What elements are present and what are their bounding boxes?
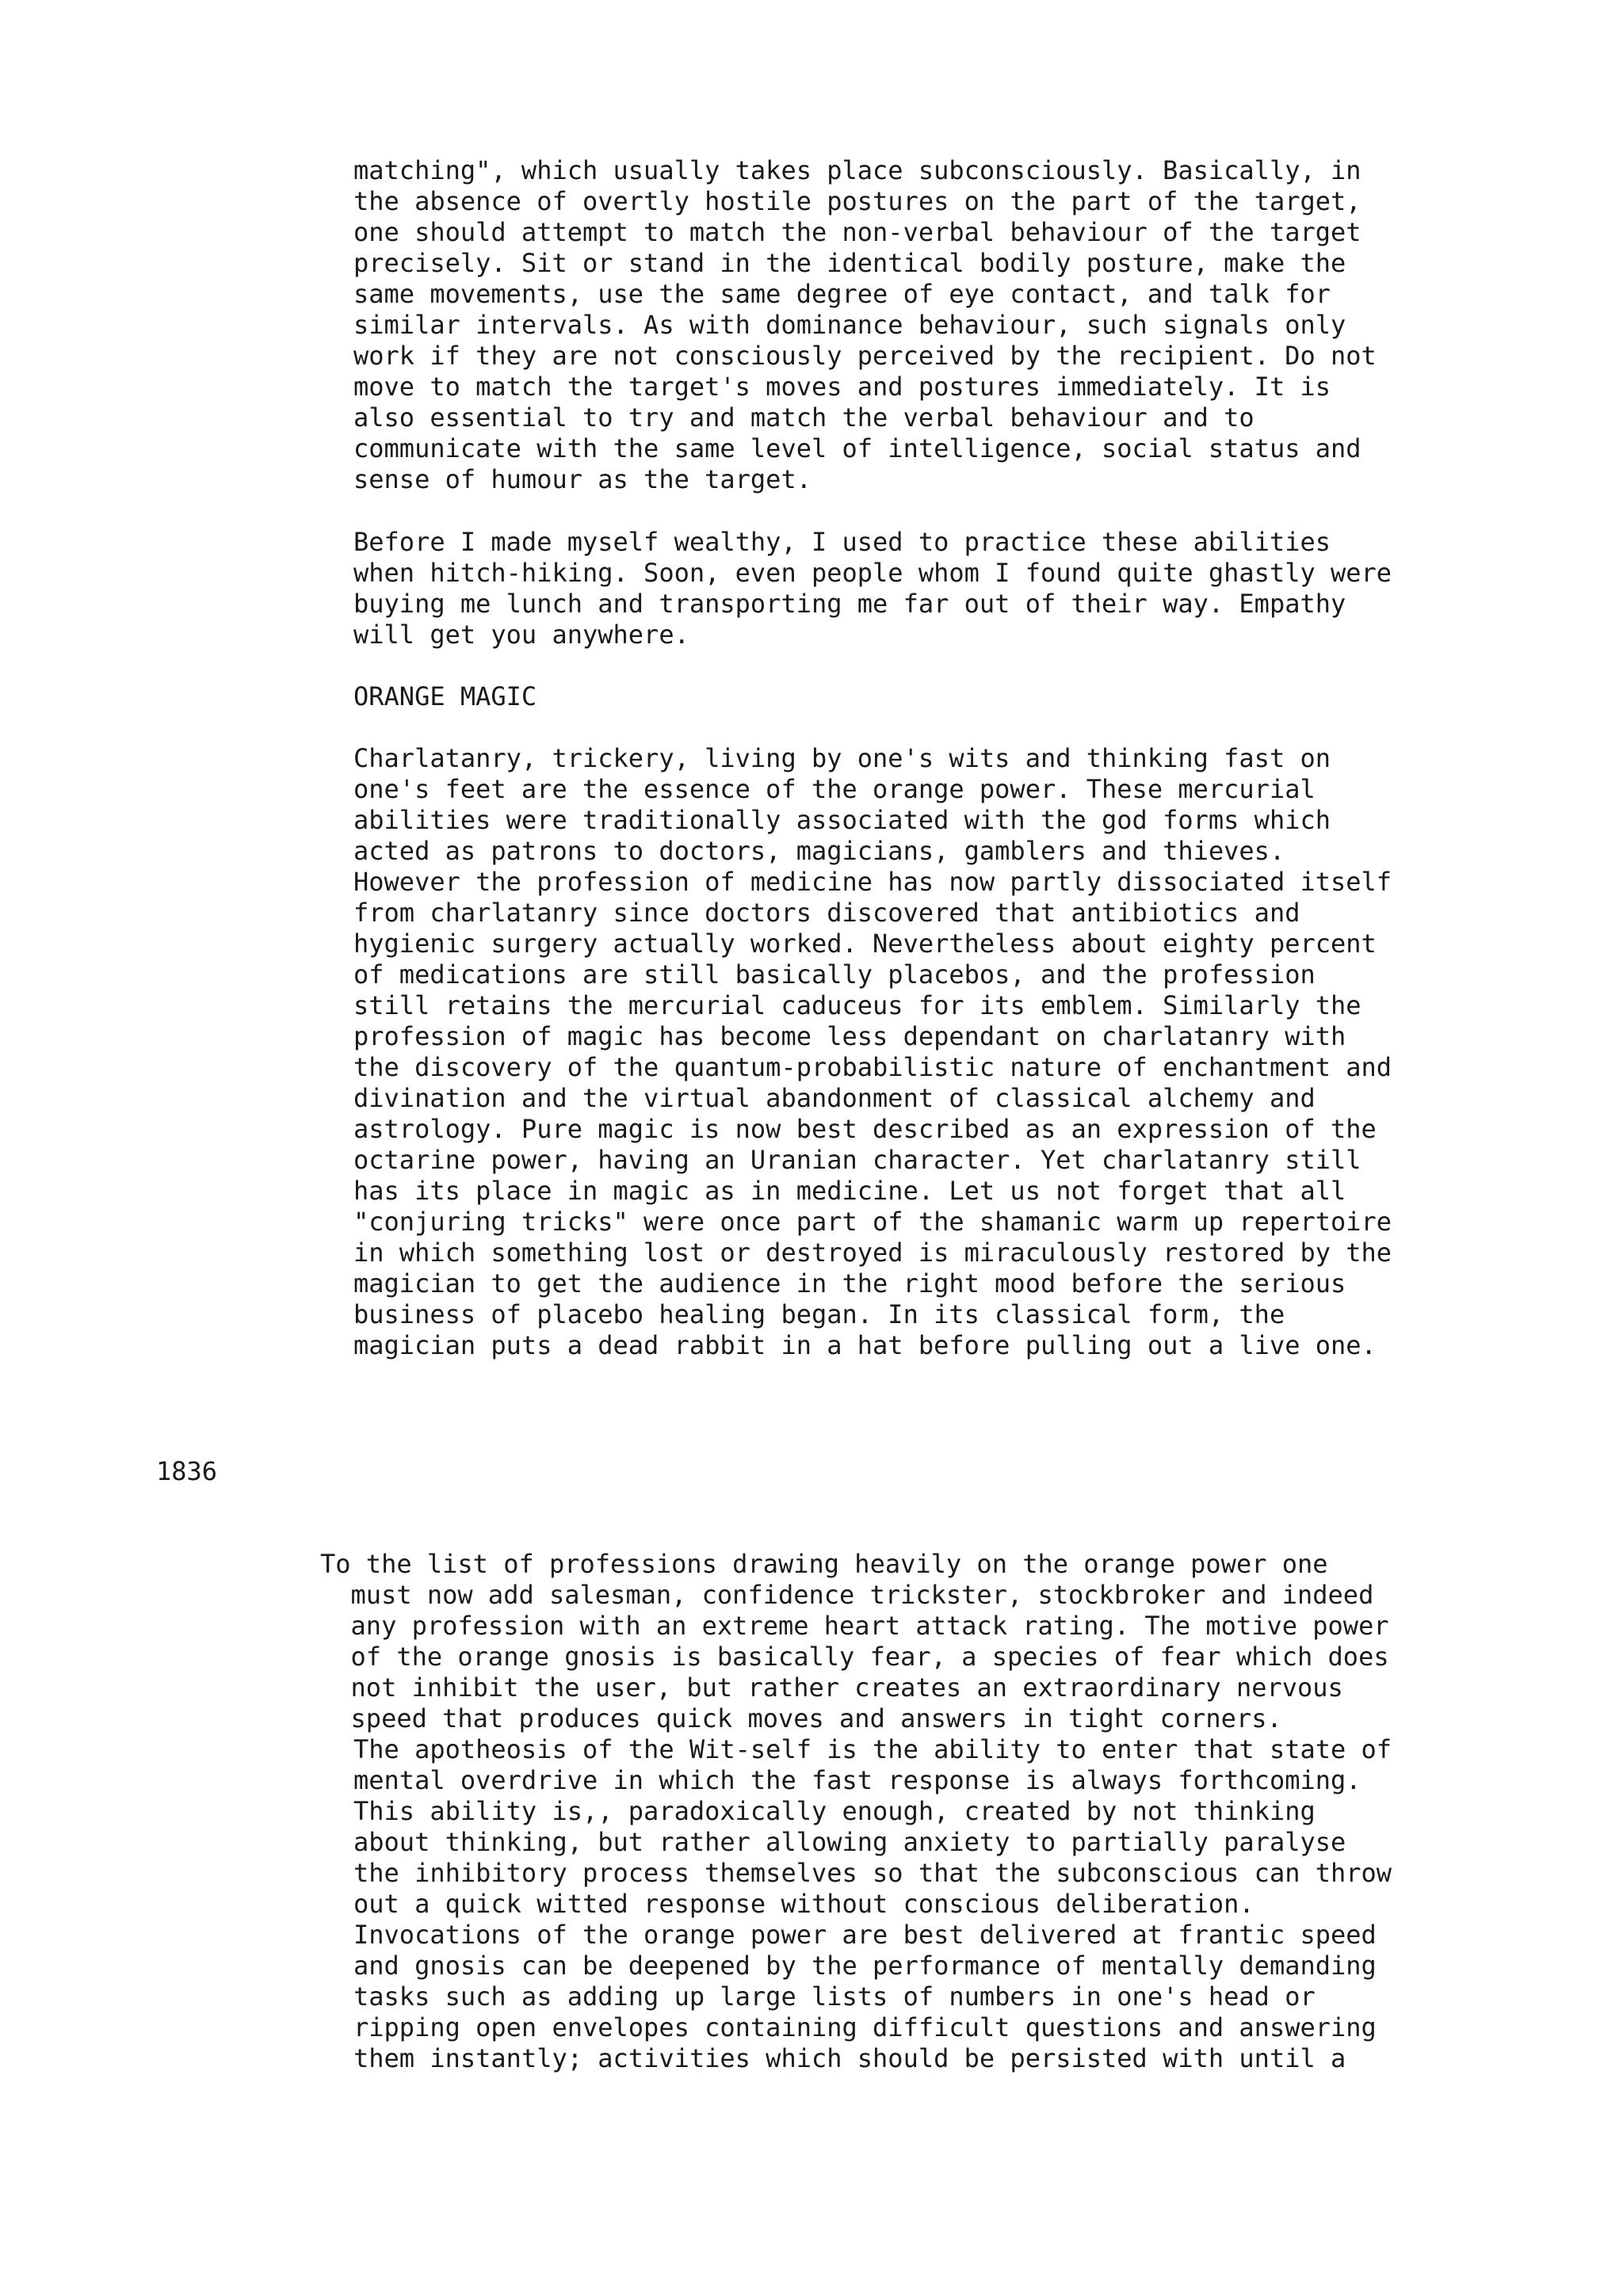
paragraph-hitch-hiking: Before I made myself wealthy, I used to practice these abilities when hitch-hiking. Soon, even people whom I found quite ghastly were buying me lunch and transporting me far out of their way. Empathy will get you anywhere.	[353, 527, 1392, 650]
paragraph-charlatanry: Charlatanry, trickery, living by one's wits and thinking fast on one's feet are the essence of the orange power. These mercurial abilities were traditionally associated with the god forms which acted as patrons to doctors, magicians, gamblers and thieves. However the profession of medicine has now partly dissociated itself from charlatanry since doctors discovered that antibiotics and hygienic surgery actually worked. Nevertheless about eighty percent of medications are still basically placebos, and the profession still retains the mercurial caduceus for its emblem. Similarly the profession of magic has become less dependant on charlatanry with the discovery of the quantum-probabilistic nature of enchantment and divination and the virtual abandonment of classical alchemy and astrology. Pure magic is now best described as an expression of the octarine power, having an Uranian character. Yet charlatanry still has its place in magic as in medicine. Let us not forget that all "conjuring tricks" were once part of the shamanic warm up repertoire in which something lost or destroyed is miraculously restored by the magician to get the audience in the right mood before the serious business of placebo healing began. In its classical form, the magician puts a dead rabbit in a hat before pulling out a live one.	[353, 743, 1392, 1360]
section-heading-orange-magic: ORANGE MAGIC	[353, 681, 537, 711]
paragraph-wit-self: The apotheosis of the Wit-self is the ability to enter that state of mental overdrive in which the fast response is always forthcoming. This ability is,, paradoxically enough, created by not thinking about thinking, but rather allowing anxiety to partially paralyse the inhibitory process themselves so that the subconscious can throw out a quick witted response without conscious deliberation.	[353, 1734, 1392, 1919]
paragraph-matching: matching", which usually takes place subconsciously. Basically, in the absence of overtly hostile postures on the part of the target, one should attempt to match the non-verbal behaviour of the target precisely. Sit or stand in the identical bodily posture, make the same movements, use the same degree of eye contact, and talk for similar intervals. As with dominance behaviour, such signals only work if they are not consciously perceived by the recipient. Do not move to match the target's moves and postures immediately. It is also essential to try and match the verbal behaviour and to communicate with the same level of intelligence, social status and sense of humour as the target.	[353, 155, 1377, 494]
paragraph-invocations: Invocations of the orange power are best delivered at frantic speed and gnosis can be deepened by the performance of mentally demanding tasks such as adding up large lists of numbers in one's head or ripping open envelopes containing difficult questions and answering them instantly; activities which should be persisted with until a	[353, 1920, 1377, 2073]
page-number: 1836	[156, 1456, 218, 1486]
paragraph-professions: To the list of professions drawing heavily on the orange power one must now add salesman, confidence trickster, stockbroker and indeed any profession with an extreme heart attack rating. The motive power of the orange gnosis is basically fear, a species of fear which does not inhibit the user, but rather creates an extraordinary nervous speed that produces quick moves and answers in tight corners.	[320, 1549, 1389, 1733]
